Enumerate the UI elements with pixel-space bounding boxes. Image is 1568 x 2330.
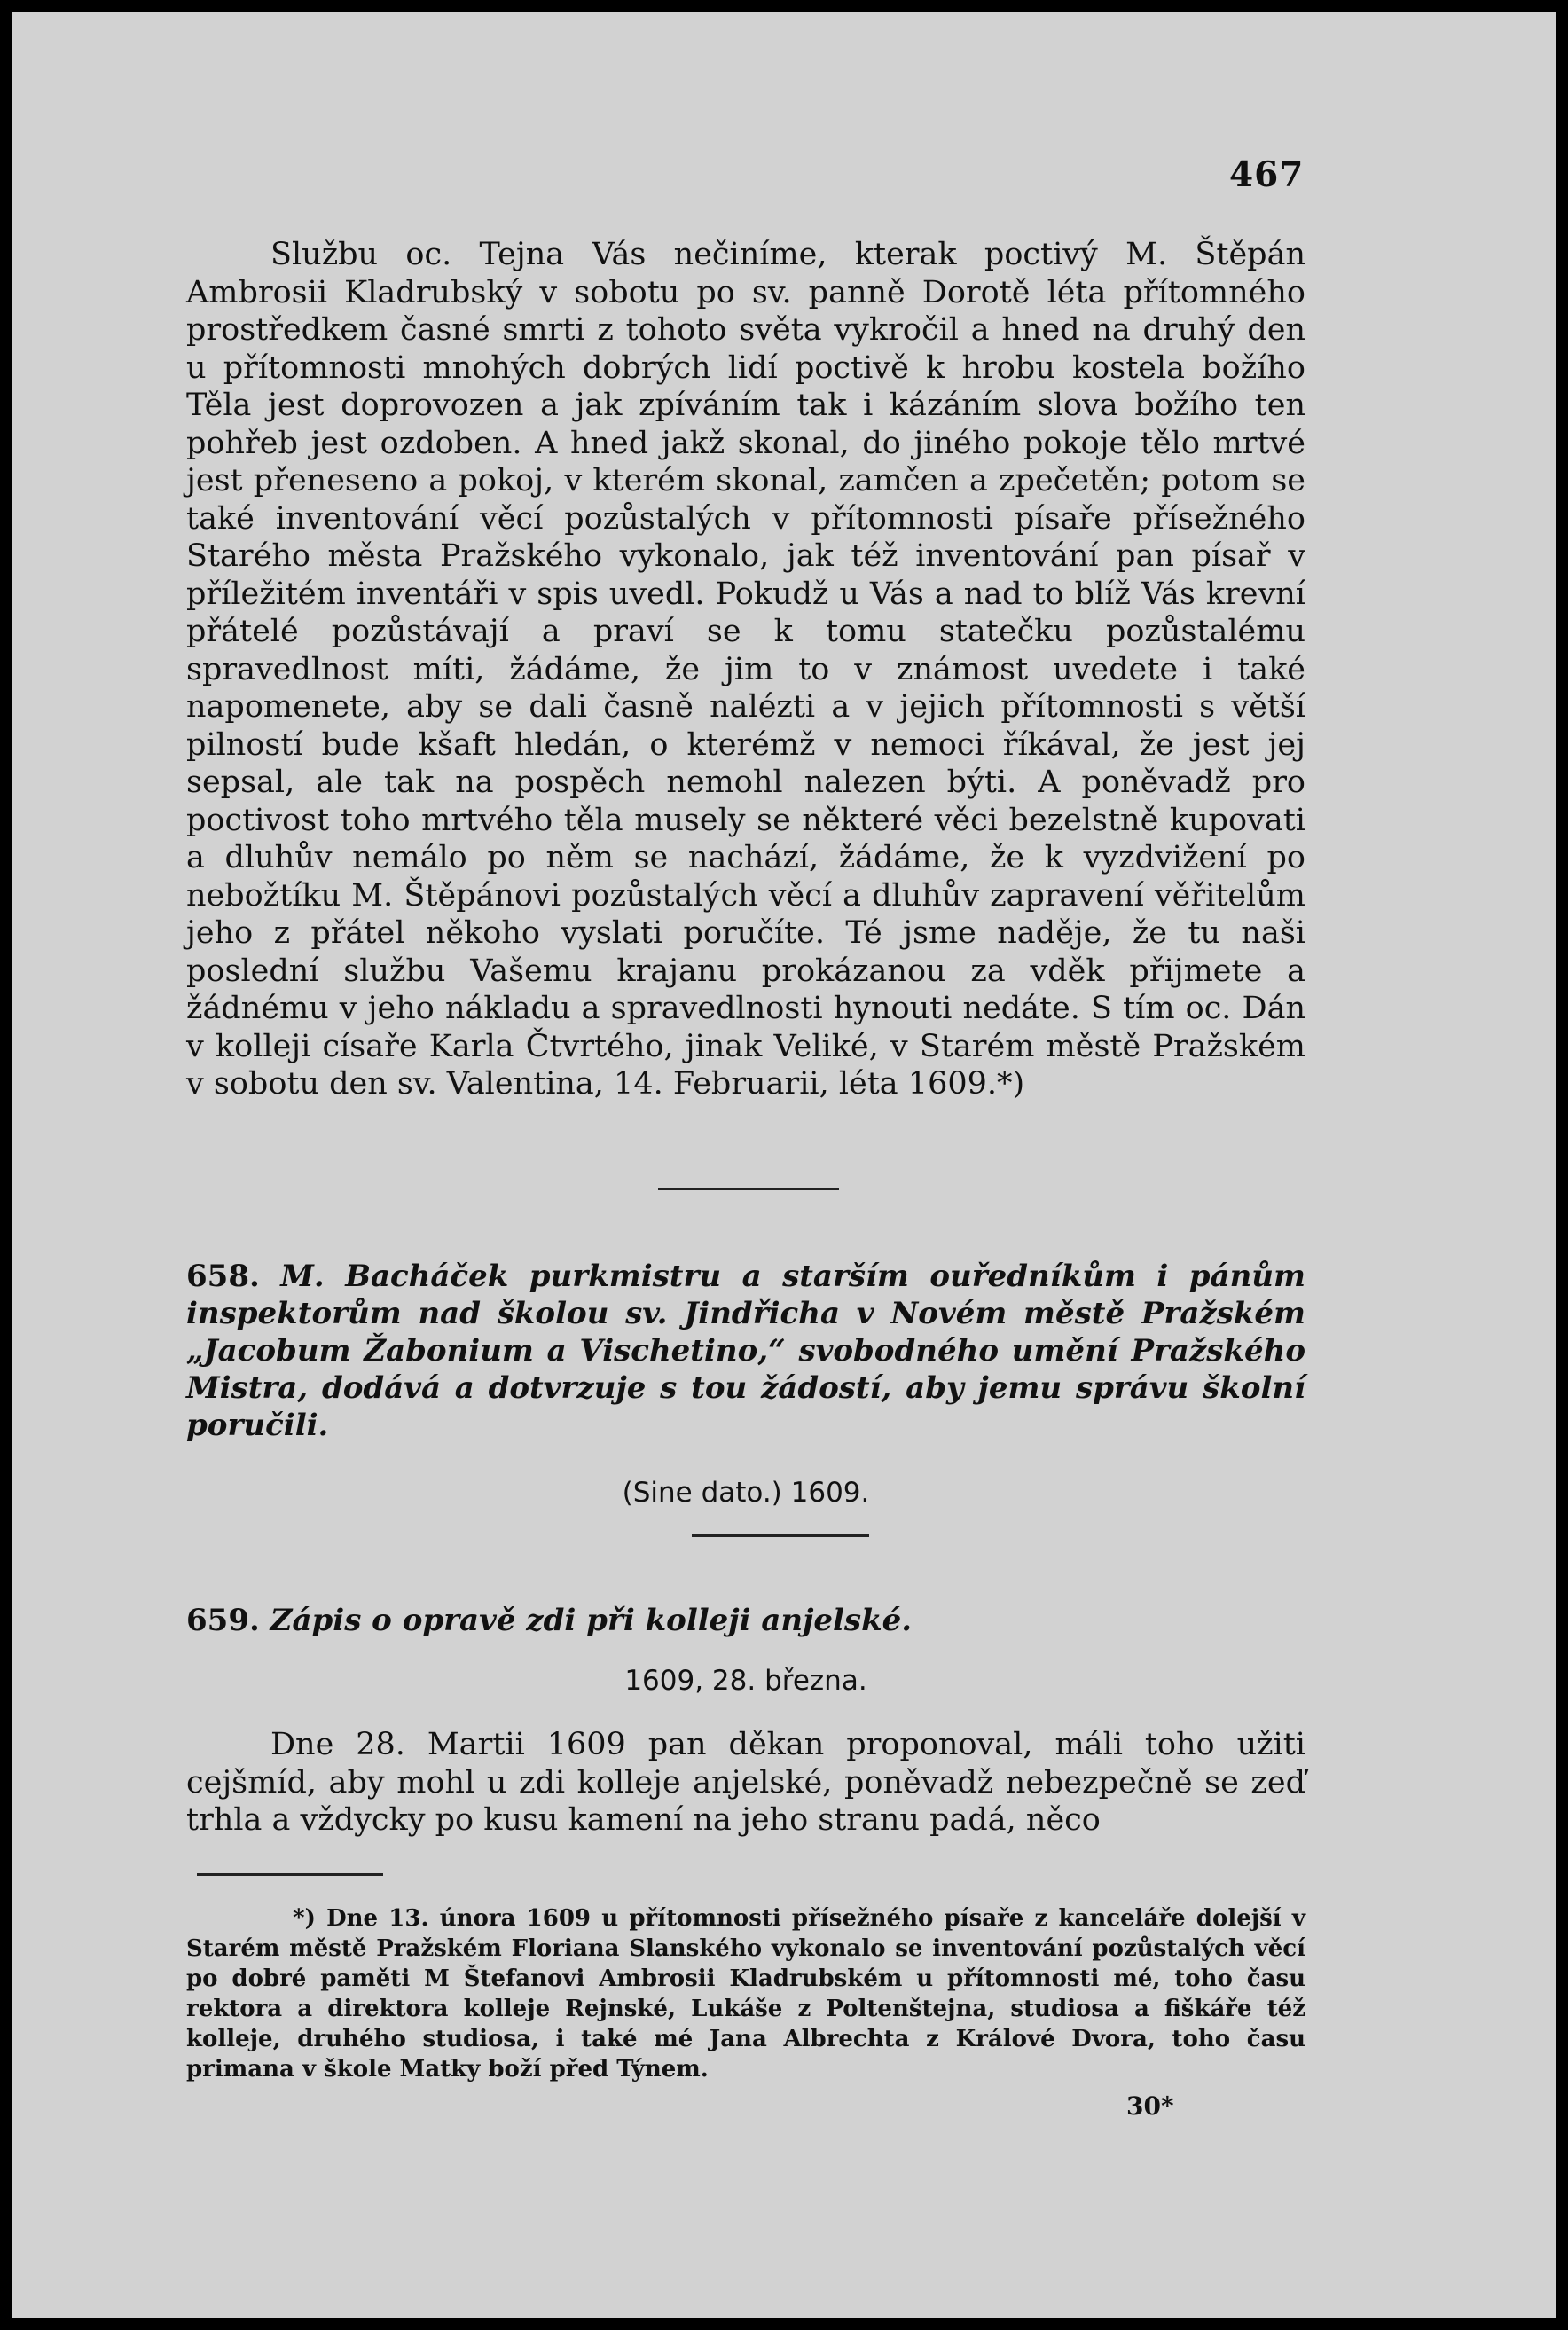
- document-page: [12, 12, 1556, 2318]
- signature-mark: 30*: [1126, 2091, 1174, 2121]
- separator-rule: [692, 1534, 869, 1537]
- letter-657-body: Službu oc. Tejna Vás nečiníme, kterak poctivý M. Štěpán Ambrosii Kladrubský v sobotu po sv. panně Dorotě léta přítomného prostředkem časné smrti z tohoto světa vykročil a hned na druhý den u přítomnosti mnohých dobrých lidí poctivě k hrobu kostela božího Těla jest doprovozen a jak zpíváním tak i kázáním slova božího ten pohřeb jest ozdoben. A hned jakž skonal, do jiného pokoje tělo mrtvé jest přeneseno a pokoj, v kterém skonal, zamčen a zpečetěn; potom se také inventování věcí pozůstalých v přítomnosti písaře přísežného Starého města Pražského vykonalo, jak též inventování pan písař v příležitém inventáři v spis uvedl. Pokudž u Vás a nad to blíž Vás krevní přátelé pozůstávají a praví se k tomu statečku pozůstalému spravedlnost míti, žádáme, že jim to v známost uvedete i také napomenete, aby se dali časně nalézti a v jejich přítomnosti s větší pilností bude kšaft hledán, o kterémž v nemoci říkával, že jest jej sepsal, ale tak na pospěch nemohl nalezen býti. A poněvadž pro poctivost toho mrtvého těla musely se některé věci bezelstně kupovati a dluhův nemálo po něm se nachází, žádáme, že k vyzdvižení po nebožtíku M. Štěpánovi pozůstalých věcí a dluhův zapravení věřitelům jeho z přátel někoho vyslati poručíte. Té jsme naděje, že tu naši poslední službu Vašemu krajanu prokázanou za vděk přijmete a žádnému v jeho nákladu a spravedlnosti hynouti nedáte. S tím oc. Dán v kolleji císaře Karla Čtvrtého, jinak Veliké, v Starém městě Pražském v sobotu den sv. Valentina, 14. Februarii, léta 1609.*): [186, 237, 1305, 1102]
- entry-659-body: Dne 28. Martii 1609 pan děkan proponoval, máli toho užiti cejšmíd, aby mohl u zdi kolleje anjelské, poněvadž nebezpečně se zeď trhla a vždycky po kusu kamení na jeho stranu padá, něco: [186, 1727, 1305, 1838]
- footnote: *) Dne 13. února 1609 u přítomnosti přísežného písaře z kanceláře dolejší v Starém městě Pražském Floriana Slanského vykonalo se inventování pozůstalých věcí po dobré paměti M Štefanovi Ambrosii Kladrubském u přítomnosti mé, toho času rektora a direktora kolleje Rejnské, Lukáše z Poltenštejna, studiosa a fiškáře též kolleje, druhého studiosa, i také mé Jana Albrechta z Králové Dvora, toho času primana v škole Matky boží před Týnem.: [186, 1905, 1305, 2083]
- entry-658-heading: [186, 1258, 1305, 1444]
- entry-659-date: 1609, 28. března.: [624, 1665, 867, 1697]
- letter-657: [186, 236, 1305, 1103]
- footnote-rule: [197, 1873, 383, 1876]
- entry-659-text: [186, 1726, 1305, 1840]
- entry-658-date: (Sine dato.) 1609.: [622, 1477, 870, 1509]
- entry-658-title: M. Bacháček purkmistru a starším ouředníkům i pánům inspektorům nad školou sv. Jindřicha v Novém městě Pražském „Jacobum Žabonium a Vischetino,“ svobodného umění Pražského Mistra, dodává a dotvrzuje s tou žádostí, aby jemu správu školní poručili.: [186, 1259, 1305, 1443]
- entry-659-heading: [186, 1602, 1305, 1639]
- entry-659-number: 659.: [186, 1603, 260, 1638]
- page-number: 467: [1229, 154, 1305, 195]
- separator-rule: [658, 1188, 839, 1190]
- entry-658-number: 658.: [186, 1259, 260, 1294]
- entry-659-title: Zápis o opravě zdi při kolleji anjelské.: [270, 1603, 913, 1638]
